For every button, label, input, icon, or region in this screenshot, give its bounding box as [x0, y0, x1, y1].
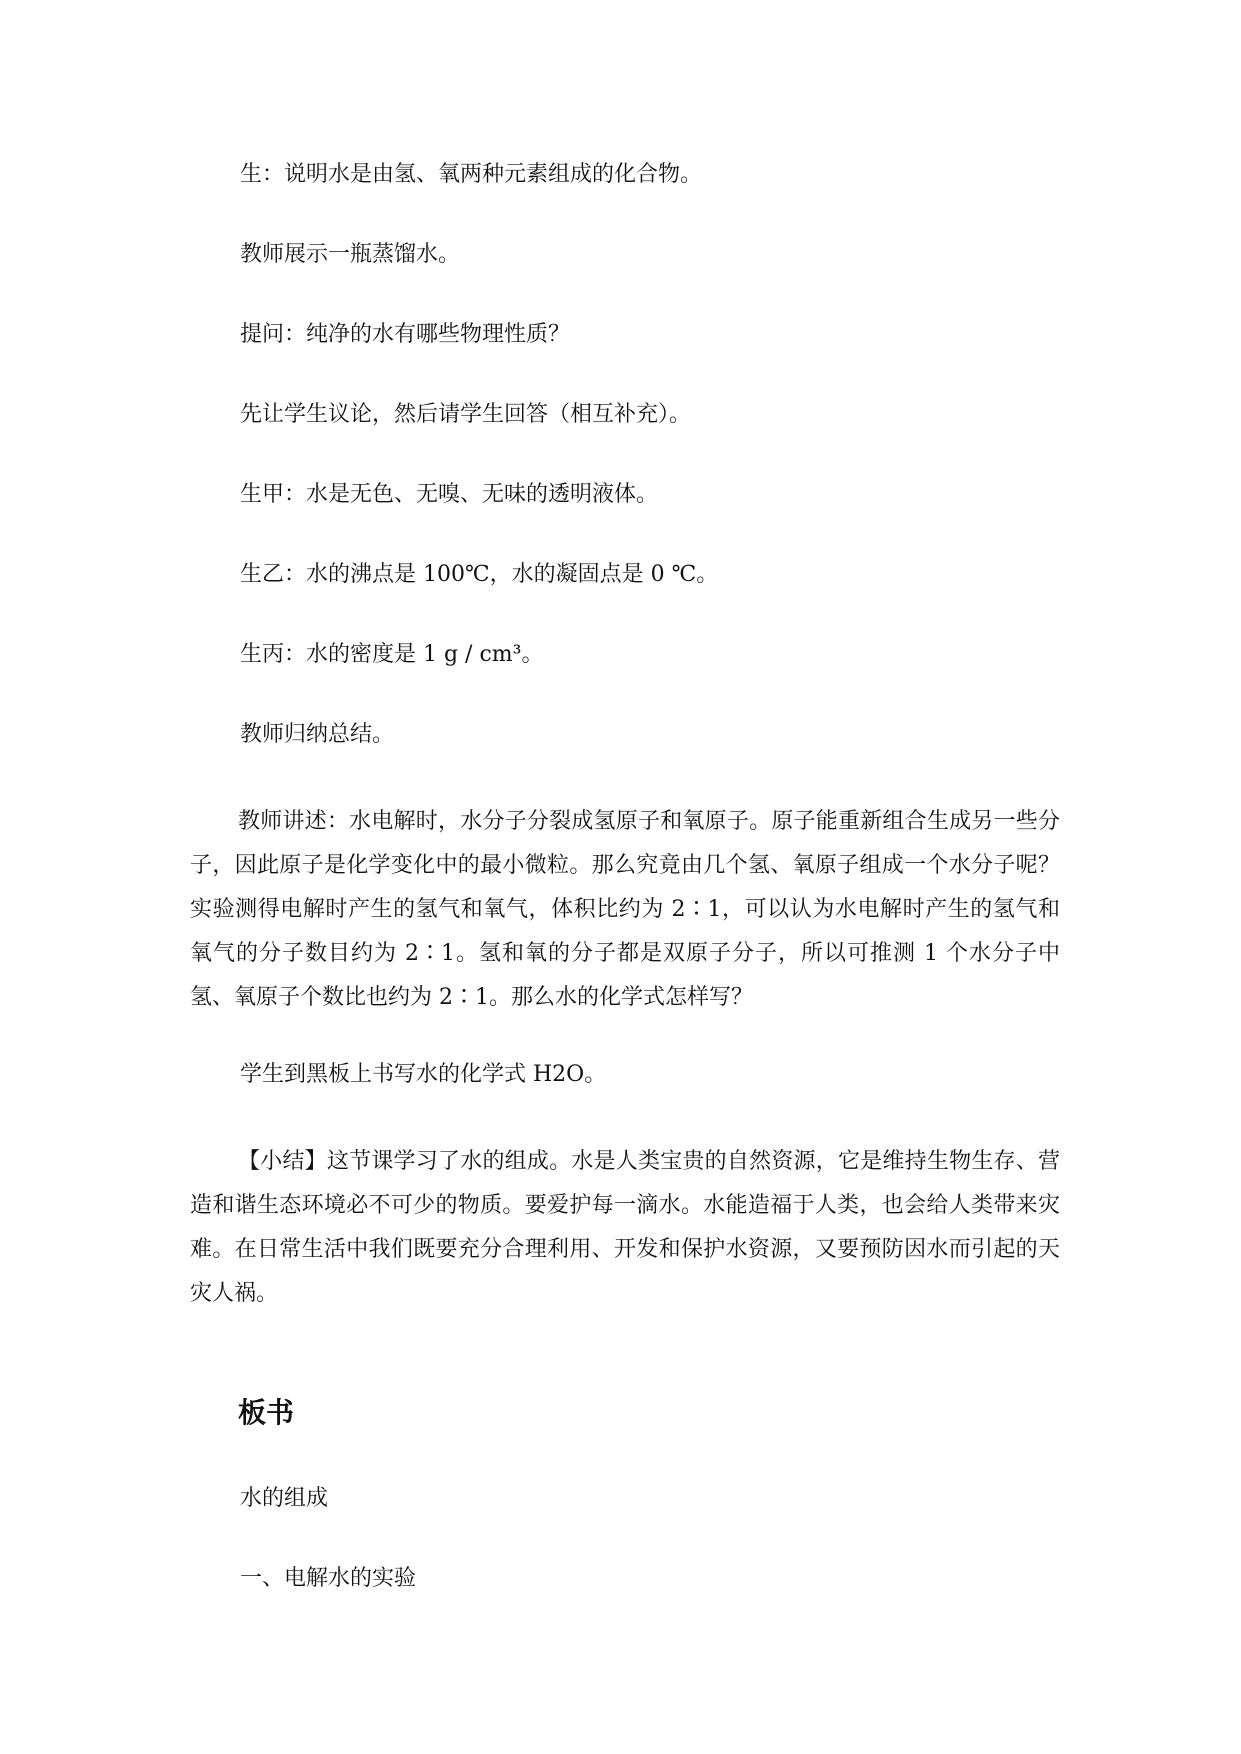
board-line-experiment: 一、电解水的实验 [240, 1566, 417, 1591]
text-line-student-b: 生乙：水的沸点是 100℃，水的凝固点是 0 ℃。 [240, 562, 719, 587]
paragraph-teacher-explanation: 教师讲述：水电解时，水分子分裂成氢原子和氧原子。原子能重新组合生成另一些分子，因此原子是化学变化中的最小微粒。那么究竟由几个氢、氧原子组成一个水分子呢？实验测得电解时产生的氢气和氧气，体积比约为 2∶1，可以认为水电解时产生的氢气和氧气的分子数目约为 2∶1。氢和氧的分子都是双原子分子，所以可推测 1 个水分子中氢、氧原子个数比也约为 2∶1。那么水的化学式怎样写？ [190, 809, 1060, 1010]
text-line-discussion: 先让学生议论，然后请学生回答（相互补充）。 [240, 402, 692, 427]
text-line-chemical-formula: 学生到黑板上书写水的化学式 H2O。 [240, 1062, 607, 1087]
text-line-teacher-summary: 教师归纳总结。 [240, 722, 395, 747]
text-line-student-c: 生丙：水的密度是 1 g / cm³。 [240, 642, 544, 667]
text-line-question: 提问：纯净的水有哪些物理性质？ [240, 322, 571, 347]
text-line-teacher-shows: 教师展示一瓶蒸馏水。 [240, 242, 461, 267]
text-line-student-a: 生甲：水是无色、无嗅、无味的透明液体。 [240, 482, 659, 507]
section-heading-blackboard: 板书 [238, 1396, 295, 1429]
paragraph-summary: 【小结】这节课学习了水的组成。水是人类宝贵的自然资源，它是维持生物生存、营造和谐生态环境必不可少的物质。要爱护每一滴水。水能造福于人类，也会给人类带来灾难。在日常生活中我们既要充分合理利用、开发和保护水资源，又要预防因水而引起的天灾人祸。 [190, 1149, 1060, 1306]
board-line-title: 水的组成 [240, 1486, 329, 1511]
text-line-student-answer: 生：说明水是由氢、氧两种元素组成的化合物。 [240, 162, 703, 187]
